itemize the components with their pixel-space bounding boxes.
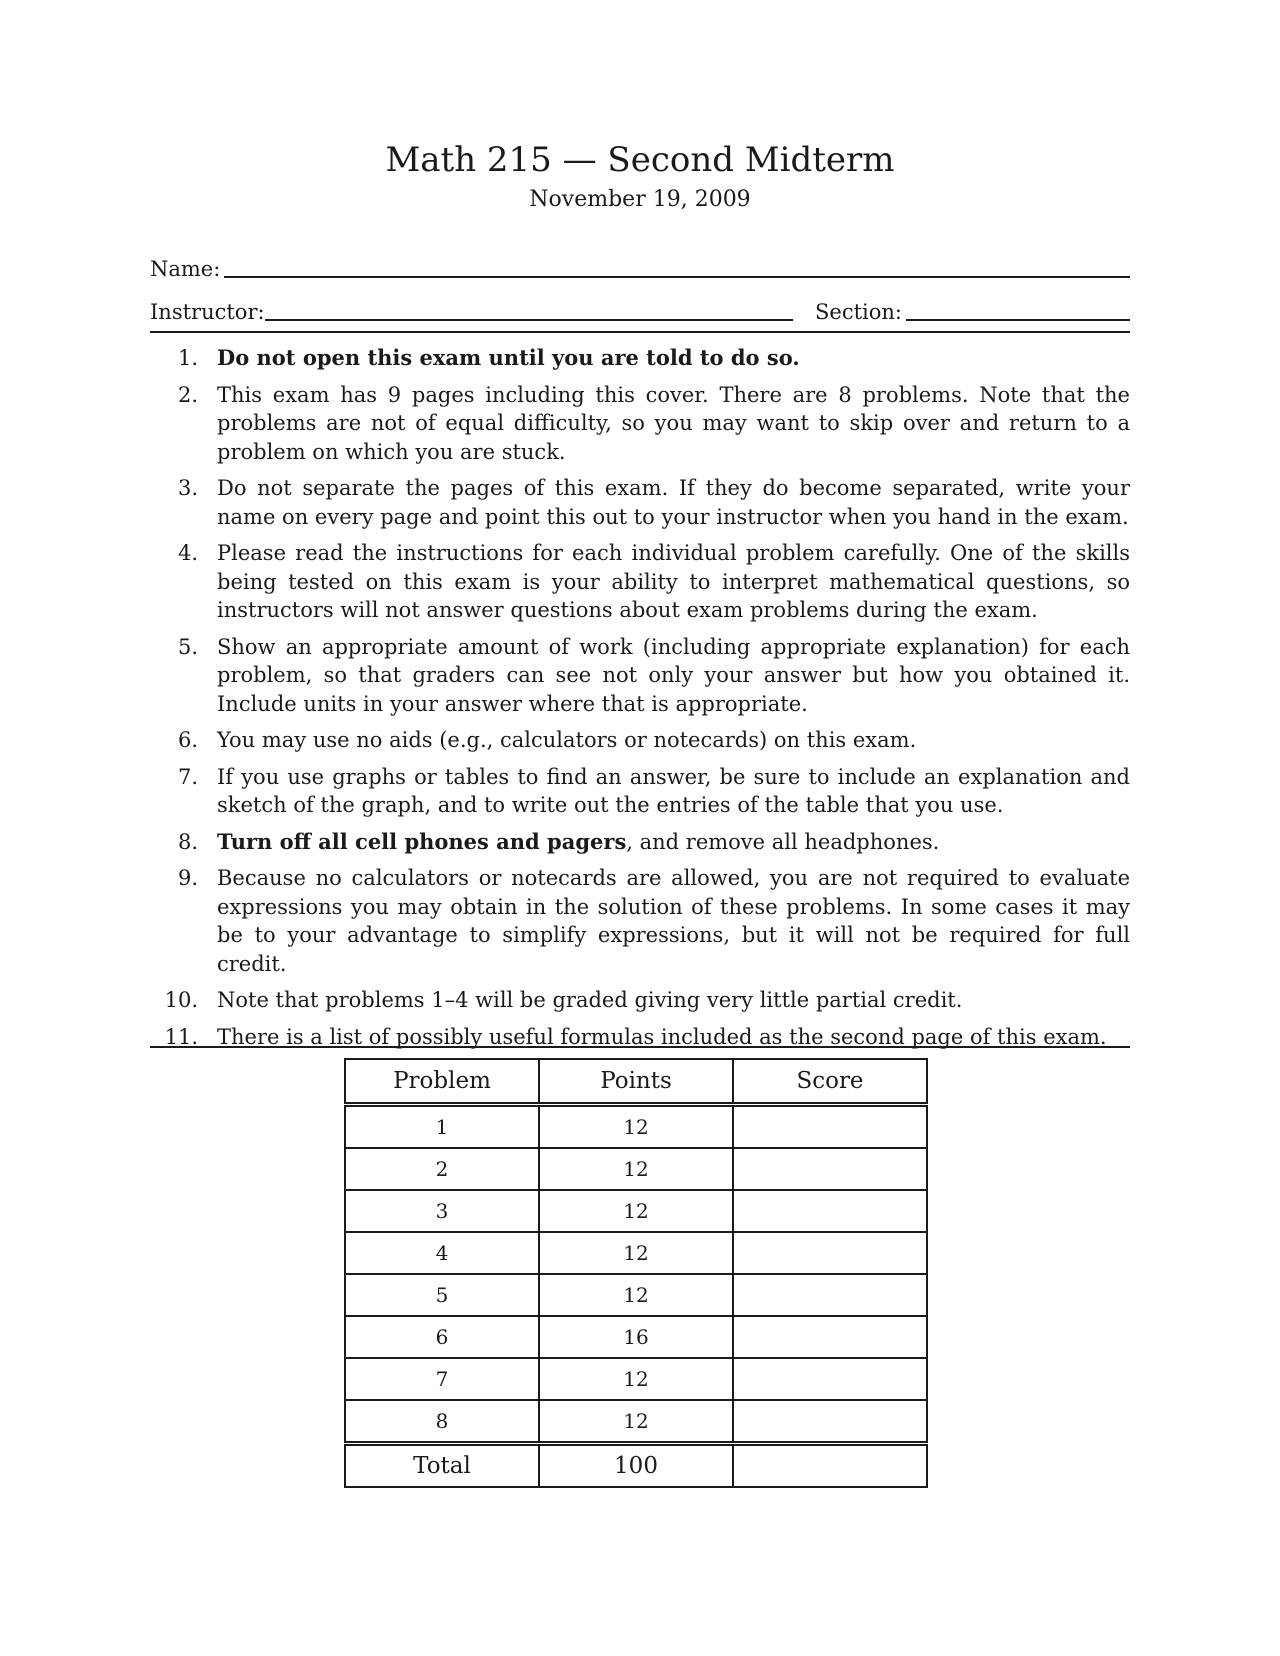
- instruction-text: If you use graphs or tables to find an answer, be sure to include an explanation and sketch of the graph, and to write out the entries of the table that you use.: [217, 764, 1130, 817]
- table-row: [345, 1105, 927, 1149]
- instruction-text: Show an appropriate amount of work (including appropriate explanation) for each problem, so that graders can see not only your answer but how you obtained it. Include units in your answer where that is appropriate.: [217, 634, 1130, 716]
- problem-number-cell: 6: [345, 1316, 539, 1358]
- score-cell[interactable]: [733, 1148, 927, 1190]
- problem-number-cell: 8: [345, 1400, 539, 1444]
- instruction-text: Because no calculators or notecards are allowed, you are not required to evaluate expressions you may obtain in the solution of these problems. In some cases it may be to your advantage to simplify expressions, but it will not be required for full credit.: [217, 866, 1130, 976]
- exam-title: Math 215 — Second Midterm: [385, 140, 895, 180]
- bottom-divider: [150, 1046, 1130, 1048]
- instruction-item: [150, 986, 1130, 1015]
- problem-number-cell: 3: [345, 1190, 539, 1232]
- instruction-bold-text: Turn off all cell phones and pagers: [217, 828, 627, 854]
- points-cell: 12: [539, 1190, 733, 1232]
- instruction-number: 3.: [177, 476, 198, 500]
- score-cell[interactable]: [733, 1400, 927, 1444]
- total-row: [345, 1444, 927, 1488]
- exam-date: November 19, 2009: [529, 187, 751, 212]
- score-cell[interactable]: [733, 1358, 927, 1400]
- header-points: Points: [539, 1059, 733, 1105]
- score-table-header-row: [345, 1059, 927, 1105]
- instructor-label: Instructor:: [150, 300, 265, 324]
- score-table-body: [345, 1105, 927, 1444]
- instruction-number: 11.: [164, 1024, 198, 1049]
- points-cell: 12: [539, 1232, 733, 1274]
- points-cell: 12: [539, 1400, 733, 1444]
- instruction-number: 6.: [177, 728, 198, 752]
- table-row: [345, 1274, 927, 1316]
- points-cell: 12: [539, 1105, 733, 1149]
- score-cell[interactable]: [733, 1316, 927, 1358]
- instruction-number: 7.: [177, 764, 198, 789]
- total-points: 100: [539, 1444, 733, 1488]
- points-cell: 12: [539, 1358, 733, 1400]
- instruction-item: [150, 381, 1130, 467]
- instruction-number: 1.: [177, 346, 198, 370]
- instruction-item: [150, 474, 1130, 531]
- instructions-list: [150, 344, 1130, 1059]
- instruction-text: Note that problems 1–4 will be graded giving very little partial credit.: [217, 988, 963, 1012]
- instruction-item: [150, 864, 1130, 978]
- header-problem: Problem: [345, 1059, 539, 1105]
- problem-number-cell: 4: [345, 1232, 539, 1274]
- instruction-item: [150, 633, 1130, 719]
- top-divider: [150, 331, 1130, 333]
- section-blank[interactable]: [906, 319, 1130, 321]
- table-row: [345, 1190, 927, 1232]
- instruction-item: [150, 539, 1130, 625]
- points-cell: 16: [539, 1316, 733, 1358]
- instruction-item: [150, 828, 1130, 857]
- total-score-cell[interactable]: [733, 1444, 927, 1488]
- total-label: Total: [345, 1444, 539, 1488]
- instruction-item: [150, 763, 1130, 820]
- score-cell[interactable]: [733, 1105, 927, 1149]
- instruction-number: 4.: [177, 541, 198, 565]
- table-row: [345, 1358, 927, 1400]
- problem-number-cell: 2: [345, 1148, 539, 1190]
- section-label: Section:: [815, 300, 902, 324]
- points-cell: 12: [539, 1274, 733, 1316]
- instructor-blank[interactable]: [265, 319, 793, 321]
- instruction-text: Please read the instructions for each individual problem carefully. One of the skills being tested on this exam is your ability to interpret mathematical questions, so instructors will not answer questions about exam problems during the exam.: [217, 541, 1130, 622]
- problem-number-cell: 7: [345, 1358, 539, 1400]
- table-row: [345, 1148, 927, 1190]
- score-cell[interactable]: [733, 1274, 927, 1316]
- instruction-item: [150, 726, 1130, 755]
- instruction-text: You may use no aids (e.g., calculators or notecards) on this exam.: [217, 728, 917, 752]
- instruction-item: [150, 344, 1130, 373]
- instruction-number: 8.: [177, 829, 198, 854]
- name-label: Name:: [150, 257, 221, 281]
- problem-number-cell: 5: [345, 1274, 539, 1316]
- score-cell[interactable]: [733, 1190, 927, 1232]
- name-blank[interactable]: [224, 276, 1130, 278]
- instruction-number: 2.: [177, 382, 198, 407]
- instructor-field-row: [150, 299, 1130, 329]
- problem-number-cell: 1: [345, 1105, 539, 1149]
- table-row: [345, 1316, 927, 1358]
- instruction-text: There is a list of possibly useful formulas included as the second page of this exam.: [217, 1024, 1107, 1049]
- instruction-number: 9.: [177, 866, 198, 890]
- instruction-number: 10.: [164, 988, 198, 1012]
- name-field-row: [150, 256, 1130, 286]
- instruction-bold-text: Do not open this exam until you are told to do so.: [217, 345, 800, 370]
- table-row: [345, 1400, 927, 1444]
- score-cell[interactable]: [733, 1232, 927, 1274]
- points-cell: 12: [539, 1148, 733, 1190]
- instruction-number: 5.: [177, 634, 198, 659]
- score-table: [344, 1058, 928, 1488]
- table-row: [345, 1232, 927, 1274]
- instruction-text: , and remove all headphones.: [626, 829, 940, 854]
- header-score: Score: [733, 1059, 927, 1105]
- instruction-text: This exam has 9 pages including this cover. There are 8 problems. Note that the problems are not of equal difficulty, so you may want to skip over and return to a problem on which you are stuck.: [217, 382, 1130, 464]
- instruction-text: Do not separate the pages of this exam. If they do become separated, write your name on every page and point this out to your instructor when you hand in the exam.: [217, 476, 1130, 529]
